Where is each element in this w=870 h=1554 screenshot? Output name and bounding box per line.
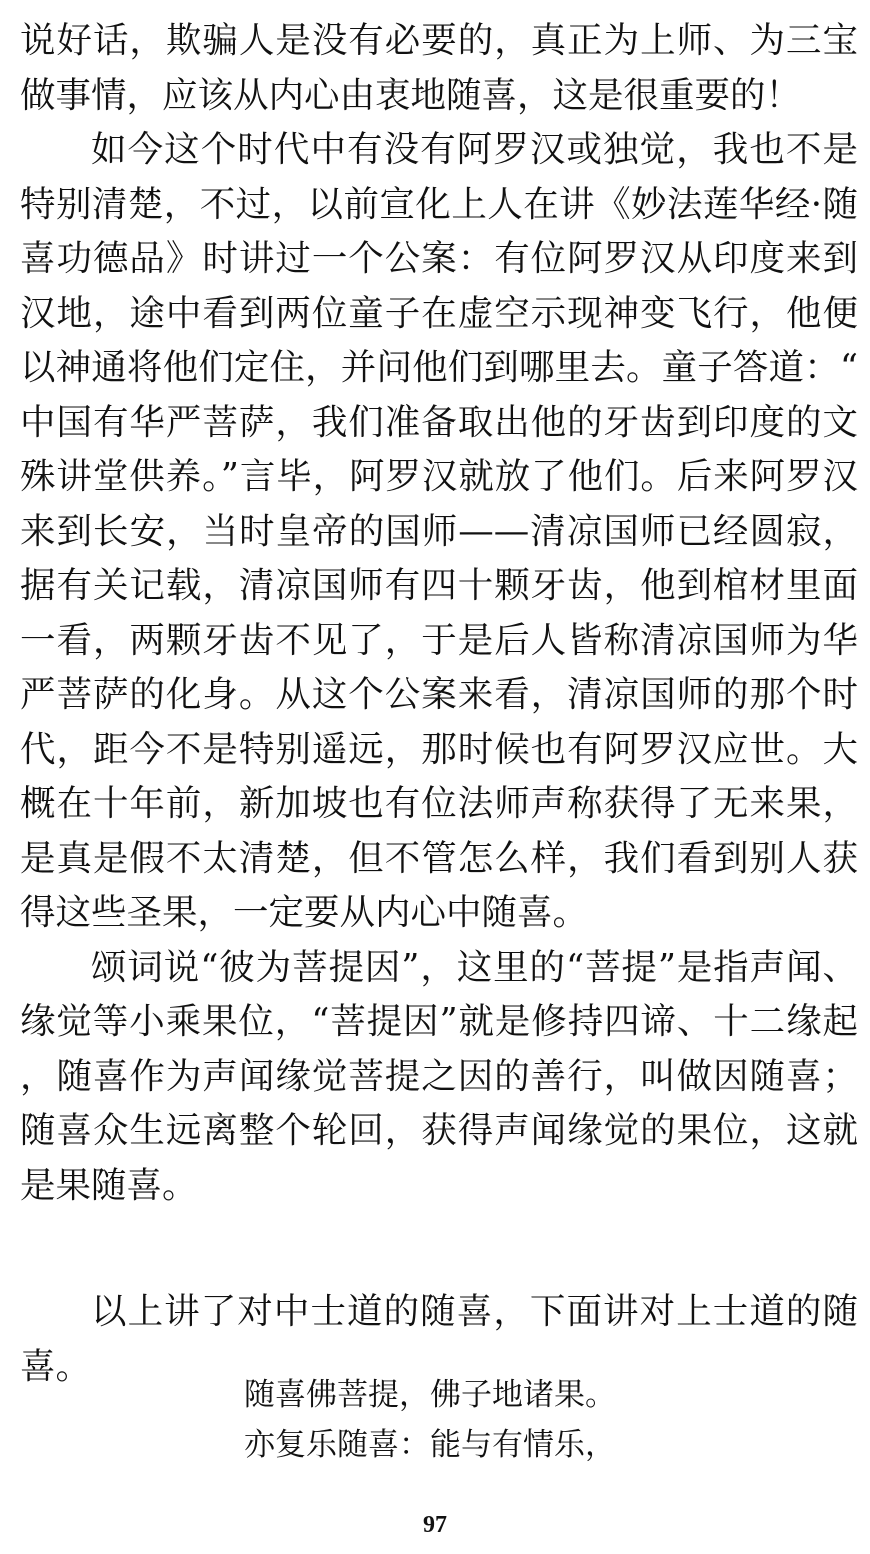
- paragraph-2: 如今这个时代中有没有阿罗汉或独觉，我也不是特别清楚，不过，以前宣化上人在讲《妙法莲华经·随喜功德品》时讲过一个公案：有位阿罗汉从印度来到汉地，途中看到两位童子在虚空示现神变飞行，他便以神通将他们定住，并问他们到哪里去。童子答道：“中国有华严菩萨，我们准备取出他的牙齿到印度的文殊讲堂供养。”言毕，阿罗汉就放了他们。后来阿罗汉来到长安，当时皇帝的国师——清凉国师已经圆寂，据有关记载，清凉国师有四十颗牙齿，他到棺材里面一看，两颗牙齿不见了，于是后人皆称清凉国师为华严菩萨的化身。从这个公案来看，清凉国师的那个时代，距今不是特别遥远，那时候也有阿罗汉应世。大概在十年前，新加坡也有位法师声称获得了无来果，是真是假不太清楚，但不管怎么样，我们看到别人获得这些圣果，一定要从内心中随喜。: [20, 129, 858, 933]
- page-number: 97: [423, 1512, 447, 1538]
- paragraph-3: 颂词说“彼为菩提因”，这里的“菩提”是指声闻、缘觉等小乘果位，“菩提因”就是修持四谛、十二缘起，随喜作为声闻缘觉菩提之因的善行，叫做因随喜；随喜众生远离整个轮回，获得声闻缘觉的果位，这就是果随喜。: [20, 946, 858, 1206]
- verse-line-2: 亦复乐随喜：能与有情乐，: [244, 1427, 616, 1463]
- paragraph-4: 以上讲了对中士道的随喜，下面讲对上士道的随喜。: [20, 1291, 858, 1387]
- body-text: [20, 14, 858, 1394]
- verse-block: [244, 1370, 616, 1470]
- verse-line-1: 随喜佛菩提，佛子地诸果。: [244, 1377, 616, 1413]
- paragraph-1: 说好话，欺骗人是没有必要的，真正为上师、为三宝做事情，应该从内心由衷地随喜，这是很重要的！: [20, 20, 858, 116]
